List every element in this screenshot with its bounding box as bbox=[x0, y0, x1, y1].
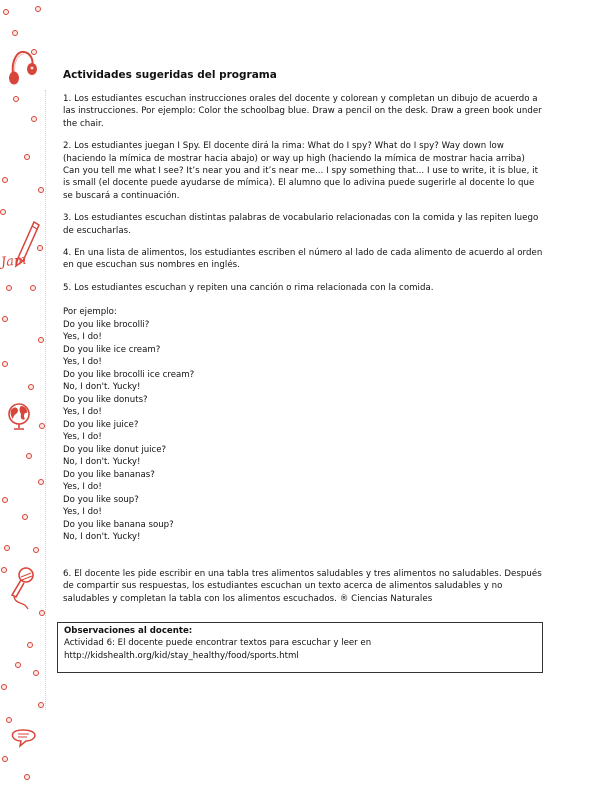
decor-dot bbox=[38, 187, 44, 193]
decorative-margin bbox=[0, 0, 50, 800]
dialog-line: Do you like brocolli? bbox=[63, 319, 150, 330]
dialog-line: Yes, I do! bbox=[63, 482, 102, 493]
dialog-line: Por ejemplo: bbox=[63, 307, 117, 318]
dialog-line: Do you like ice cream? bbox=[63, 344, 161, 355]
example-dialog bbox=[63, 306, 543, 544]
decor-dot bbox=[38, 479, 44, 485]
activity-5: 5. Los estudiantes escuchan y repiten una canción o rima relacionada con la comida. bbox=[63, 282, 434, 293]
document-body bbox=[63, 69, 543, 615]
dialog-line: Do you like brocolli ice cream? bbox=[63, 369, 195, 380]
dialog-line: Yes, I do! bbox=[63, 432, 102, 443]
dialog-line: Do you like bananas? bbox=[63, 469, 155, 480]
activity-3: 3. Los estudiantes escuchan distintas palabras de vocabulario relacionadas con la comida y las repiten luego de escucharlas. bbox=[63, 213, 539, 236]
teacher-notes-box bbox=[57, 622, 543, 673]
dialog-line: No, I don't. Yucky! bbox=[63, 532, 141, 543]
margin-divider bbox=[45, 90, 46, 710]
activity-1: 1. Los estudiantes escuchan instrucciones orales del docente y colorean y completan un dibujo de acuerdo a las instrucciones. Por ejemplo: Color the schoolbag blue. Draw a pencil on the desk. Draw a green book under the chair. bbox=[63, 94, 542, 129]
decor-dot bbox=[2, 177, 8, 183]
decor-dot bbox=[27, 642, 33, 648]
decor-dot bbox=[22, 514, 28, 520]
decor-dot bbox=[12, 30, 18, 36]
decor-dot bbox=[4, 545, 10, 551]
dialog-line: No, I don't. Yucky! bbox=[63, 457, 141, 468]
decor-dot bbox=[2, 361, 8, 367]
decor-dot bbox=[33, 547, 39, 553]
decor-dot bbox=[39, 610, 45, 616]
dialog-line: Yes, I do! bbox=[63, 507, 102, 518]
decor-dot bbox=[13, 96, 19, 102]
activity-4: 4. En una lista de alimentos, los estudiantes escriben el número al lado de cada alimento de acuerdo al orden en que escuchan sus nombres en inglés. bbox=[63, 248, 543, 271]
decor-dot bbox=[3, 9, 9, 15]
decor-dot bbox=[15, 662, 21, 668]
headphones-icon bbox=[4, 45, 40, 87]
dialog-line: No, I don't. Yucky! bbox=[63, 382, 141, 393]
globe-icon bbox=[5, 401, 35, 433]
microphone-icon bbox=[6, 565, 38, 615]
decor-dot bbox=[39, 423, 45, 429]
activity-2: 2. Los estudiantes juegan I Spy. El docente dirá la rima: What do I spy? What do I spy? Way down low (haciendo la mímica de mostrar hacia abajo) or way up high (haciendo la mímica de mostrar hacia arriba) Can you tell me what I see? It’s near you and it’s near me... I spy something that... I use to write, it is blue, it is small (el docente puede ayudarse de mímica). El alumno que lo adivina puede sugerirle al docente lo que se buscará a continuación. bbox=[63, 141, 538, 201]
decor-dot bbox=[1, 684, 7, 690]
speech-bubble-icon bbox=[10, 727, 38, 751]
page-title: Actividades sugeridas del programa bbox=[63, 69, 277, 81]
decor-dot bbox=[26, 453, 32, 459]
teacher-notes-link[interactable]: http://kidshealth.org/kid/stay_healthy/food/sports.html bbox=[64, 650, 299, 661]
decor-dot bbox=[38, 337, 44, 343]
decor-dot bbox=[2, 756, 8, 762]
dialog-line: Do you like banana soup? bbox=[63, 519, 174, 530]
decor-dot bbox=[6, 285, 12, 291]
decor-dot bbox=[38, 702, 44, 708]
pencil-caption: Jam bbox=[0, 252, 28, 271]
decor-dot bbox=[35, 6, 41, 12]
teacher-notes-text: Actividad 6: El docente puede encontrar textos para escuchar y leer en bbox=[64, 638, 372, 648]
decor-dot bbox=[2, 316, 8, 322]
dialog-line: Do you like soup? bbox=[63, 494, 139, 505]
dialog-line: Yes, I do! bbox=[63, 357, 102, 368]
decor-dot bbox=[33, 670, 39, 676]
decor-dot bbox=[28, 384, 34, 390]
dialog-line: Do you like donuts? bbox=[63, 394, 148, 405]
decor-dot bbox=[2, 497, 8, 503]
activity-6: 6. El docente les pide escribir en una tabla tres alimentos saludables y tres alimentos no saludables. Después de compartir sus respuestas, los estudiantes escuchan un texto acerca de alimentos saludables y no saludables y completan la tabla con los alimentos escuchados. ® Ciencias Naturales bbox=[63, 568, 542, 604]
decor-dot bbox=[30, 285, 36, 291]
dialog-line: Do you like donut juice? bbox=[63, 444, 167, 455]
dialog-line: Yes, I do! bbox=[63, 332, 102, 343]
dialog-line: Yes, I do! bbox=[63, 407, 102, 418]
decor-dot bbox=[24, 774, 30, 780]
decor-dot bbox=[31, 116, 37, 122]
decor-dot bbox=[6, 717, 12, 723]
decor-dot bbox=[24, 154, 30, 160]
dialog-line: Do you like juice? bbox=[63, 419, 139, 430]
teacher-notes-title: Observaciones al docente: bbox=[64, 626, 193, 636]
